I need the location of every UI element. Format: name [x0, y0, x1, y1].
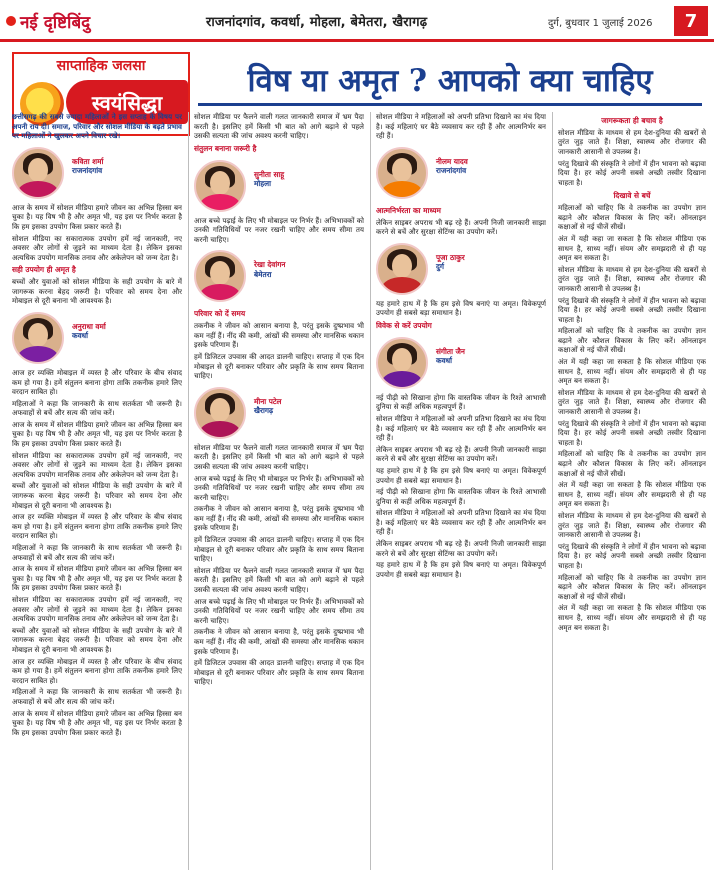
- logo-text: नई दृष्टिबिंदु: [20, 12, 91, 33]
- contributor-caption: [254, 170, 362, 189]
- article-paragraph: महिलाओं ने कहा कि जानकारी के साथ सतर्कता भी जरूरी है। अफवाहों से बचें और सत्य की जांच करें।: [12, 543, 182, 562]
- contributor-name: सुनीता साहू: [254, 169, 285, 179]
- photo-slot-8: [376, 333, 546, 393]
- newspaper-logo: [6, 8, 90, 34]
- photo-slot-1: [12, 143, 182, 203]
- page-number: 7: [674, 6, 708, 36]
- contributor-name: अनुराधा वर्मा: [72, 321, 106, 331]
- photo-slot-4: [194, 246, 364, 306]
- contributor-place: कवर्धा: [72, 331, 89, 341]
- masthead-rule: [0, 39, 714, 42]
- article-column-4: [558, 112, 706, 870]
- article-paragraph: हमें डिजिटल उपवास की आदत डालनी चाहिए। सप्ताह में एक दिन मोबाइल से दूरी बनाकर परिवार और प्रकृति के साथ समय बिताना चाहिए।: [194, 658, 364, 687]
- column-rule: [370, 112, 371, 870]
- contributor-caption: [72, 157, 180, 176]
- subheading: सही उपयोग ही अमृत है: [12, 265, 76, 275]
- article-paragraph: यह हमारे हाथ में है कि हम इसे विष बनाएं या अमृत। विवेकपूर्ण उपयोग ही सबसे बड़ा समाधान है।: [376, 560, 546, 579]
- contributor-photo: [12, 147, 64, 199]
- headline-banner: [198, 58, 702, 106]
- photo-slot-3: [194, 156, 364, 216]
- edition-cities: राजनांदगांव, कवर्धा, मोहला, बेमेतरा, खैरागढ़: [206, 15, 428, 30]
- logo-dot-icon: [6, 16, 16, 26]
- photo-slot-2: [12, 308, 182, 368]
- photo-slot-5: [194, 383, 364, 443]
- article-paragraph: सोशल मीडिया के माध्यम से हम देश-दुनिया की खबरों से तुरंत जुड़ जाते हैं। शिक्षा, स्वास्थ्य और रोजगार की जानकारी आसानी से उपलब्ध है।: [558, 264, 706, 293]
- contributor-place: मोहला: [254, 178, 271, 188]
- subheading: दिखावे से बचें: [613, 191, 651, 201]
- article-paragraph: सोशल मीडिया के माध्यम से हम देश-दुनिया की खबरों से तुरंत जुड़ जाते हैं। शिक्षा, स्वास्थ्य और रोजगार की जानकारी आसानी से उपलब्ध है।: [558, 127, 706, 156]
- article-paragraph: बच्चों और युवाओं को सोशल मीडिया के सही उपयोग के बारे में जागरूक करना बेहद जरूरी है। परिवार को समय देना और मोबाइल से दूरी बनाना भी आवश्यक है।: [12, 481, 182, 510]
- subheading: संतुलन बनाना जरूरी है: [194, 143, 257, 153]
- article-paragraph: आज बच्चे पढ़ाई के लिए भी मोबाइल पर निर्भर हैं। अभिभावकों को उनकी गतिविधियों पर नजर रखनी चाहिए और समय सीमा तय करनी चाहिए।: [194, 473, 364, 502]
- contributor-photo: [376, 243, 428, 295]
- article-column-3: [376, 112, 546, 870]
- contributor-place: बेमेतरा: [254, 269, 272, 279]
- article-paragraph: महिलाओं ने कहा कि जानकारी के साथ सतर्कता भी जरूरी है। अफवाहों से बचें और सत्य की जांच करें।: [12, 398, 182, 418]
- article-paragraph: परंतु दिखावे की संस्कृति ने लोगों में हीन भावना को बढ़ावा दिया है। हर कोई अपनी सबसे अच्छी तस्वीर दिखाना चाहता है।: [558, 295, 706, 324]
- article-paragraph: परंतु दिखावे की संस्कृति ने लोगों में हीन भावना को बढ़ावा दिया है। हर कोई अपनी सबसे अच्छी तस्वीर दिखाना चाहता है।: [558, 418, 706, 447]
- contributor-name: पूजा ठाकुर: [436, 252, 465, 262]
- feature-brand-name: स्वयंसिद्धा: [66, 80, 188, 124]
- subheading: परिवार को दें समय: [194, 309, 246, 319]
- article-column-2: [194, 112, 364, 870]
- intro-paragraph: छत्तीसगढ़ की सबसे ज्यादा महिलाओं ने इस सप्ताह के विषय पर अपनी राय दी। समाज, परिवार और सोशल मीडिया के बढ़ते प्रभाव पर महिलाओं ने खुलकर अपने विचार रखे।: [12, 112, 182, 141]
- article-paragraph: यह हमारे हाथ में है कि हम इसे विष बनाएं या अमृत। विवेकपूर्ण उपयोग ही सबसे बड़ा समाधान है।: [376, 465, 546, 485]
- article-paragraph: हमें डिजिटल उपवास की आदत डालनी चाहिए। सप्ताह में एक दिन मोबाइल से दूरी बनाकर परिवार और प्रकृति के साथ समय बिताना चाहिए।: [194, 535, 364, 564]
- article-paragraph: लेकिन साइबर अपराध भी बढ़ रहे हैं। अपनी निजी जानकारी साझा करने से बचें और सुरक्षा सेटिंग्स का उपयोग करें।: [376, 539, 546, 558]
- article-paragraph: सोशल मीडिया ने महिलाओं को अपनी प्रतिभा दिखाने का मंच दिया है। कई महिलाएं घर बैठे व्यवसाय कर रही हैं और आत्मनिर्भर बन रही हैं।: [376, 508, 546, 537]
- article-paragraph: महिलाओं को चाहिए कि वे तकनीक का उपयोग ज्ञान बढ़ाने और कौशल विकास के लिए करें। ऑनलाइन कक्षाओं से नई चीजें सीखें।: [558, 449, 706, 478]
- article-paragraph: नई पीढ़ी को सिखाना होगा कि वास्तविक जीवन के रिश्ते आभासी दुनिया से कहीं अधिक महत्वपूर्ण हैं।: [376, 487, 546, 506]
- contributor-place: दुर्ग: [436, 262, 444, 272]
- article-paragraph: आज बच्चे पढ़ाई के लिए भी मोबाइल पर निर्भर हैं। अभिभावकों को उनकी गतिविधियों पर नजर रखनी चाहिए और समय सीमा तय करनी चाहिए।: [194, 596, 364, 625]
- article-paragraph: तकनीक ने जीवन को आसान बनाया है, परंतु इसके दुष्प्रभाव भी कम नहीं हैं। नींद की कमी, आंखों की समस्या और मानसिक थकान इसके परिणाम हैं।: [194, 504, 364, 533]
- article-paragraph: महिलाओं को चाहिए कि वे तकनीक का उपयोग ज्ञान बढ़ाने और कौशल विकास के लिए करें। ऑनलाइन कक्षाओं से नई चीजें सीखें।: [558, 203, 706, 232]
- subheading: जागरूकता ही बचाव है: [601, 116, 663, 125]
- article-paragraph: तकनीक ने जीवन को आसान बनाया है, परंतु इसके दुष्प्रभाव भी कम नहीं हैं। नींद की कमी, आंखों की समस्या और मानसिक थकान इसके परिणाम हैं।: [194, 321, 364, 350]
- article-paragraph: सोशल मीडिया के माध्यम से हम देश-दुनिया की खबरों से तुरंत जुड़ जाते हैं। शिक्षा, स्वास्थ्य और रोजगार की जानकारी आसानी से उपलब्ध है।: [558, 387, 706, 417]
- masthead: [0, 0, 714, 40]
- article-paragraph: आज बच्चे पढ़ाई के लिए भी मोबाइल पर निर्भर हैं। अभिभावकों को उनकी गतिविधियों पर नजर रखनी चाहिए और समय सीमा तय करनी चाहिए।: [194, 215, 364, 244]
- photo-slot-6: [376, 143, 546, 203]
- article-paragraph: अंत में यही कहा जा सकता है कि सोशल मीडिया एक साधन है, साध्य नहीं। संयम और समझदारी से ही यह अमृत बन सकता है।: [558, 233, 706, 263]
- article-paragraph: अंत में यही कहा जा सकता है कि सोशल मीडिया एक साधन है, साध्य नहीं। संयम और समझदारी से ही यह अमृत बन सकता है।: [558, 480, 706, 509]
- article-paragraph: अंत में यही कहा जा सकता है कि सोशल मीडिया एक साधन है, साध्य नहीं। संयम और समझदारी से ही यह अमृत बन सकता है।: [558, 357, 706, 386]
- page-headline: विष या अमृत ? आपको क्या चाहिए: [247, 63, 653, 99]
- article-paragraph: आज के समय में सोशल मीडिया हमारे जीवन का अभिन्न हिस्सा बन चुका है। यह विष भी है और अमृत भी, यह इस पर निर्भर करता है कि हम इसका उपयोग किस प्रकार करते हैं।: [12, 708, 182, 737]
- article-paragraph: सोशल मीडिया पर फैलने वाली गलत जानकारी समाज में भ्रम पैदा करती है। इसलिए हमें किसी भी बात को आगे बढ़ाने से पहले उसकी सत्यता की जांच अवश्य करनी चाहिए।: [194, 442, 364, 471]
- article-paragraph: महिलाओं ने कहा कि जानकारी के साथ सतर्कता भी जरूरी है। अफवाहों से बचें और सत्य की जांच करें।: [12, 687, 182, 706]
- article-paragraph: सोशल मीडिया ने महिलाओं को अपनी प्रतिभा दिखाने का मंच दिया है। कई महिलाएं घर बैठे व्यवसाय कर रही हैं और आत्मनिर्भर बन रही हैं।: [376, 413, 546, 443]
- article-paragraph: तकनीक ने जीवन को आसान बनाया है, परंतु इसके दुष्प्रभाव भी कम नहीं हैं। नींद की कमी, आंखों की समस्या और मानसिक थकान इसके परिणाम हैं।: [194, 627, 364, 656]
- article-paragraph: सोशल मीडिया का सकारात्मक उपयोग हमें नई जानकारी, नए अवसर और लोगों से जुड़ने का माध्यम देता है। लेकिन इसका अत्यधिक उपयोग मानसिक तनाव और अकेलेपन को जन्म देता है।: [12, 233, 182, 262]
- contributor-place: खैरागढ़: [254, 406, 274, 416]
- article-paragraph: बच्चों और युवाओं को सोशल मीडिया के सही उपयोग के बारे में जागरूक करना बेहद जरूरी है। परिवार को समय देना और मोबाइल से दूरी बनाना भी आवश्यक है।: [12, 625, 182, 654]
- issue-date: दुर्ग, बुधवार 1 जुलाई 2026: [548, 18, 653, 29]
- subheading: आत्मनिर्भरता का माध्यम: [376, 205, 441, 215]
- contributor-name: संगीता जैन: [436, 346, 465, 356]
- article-paragraph: सोशल मीडिया ने महिलाओं को अपनी प्रतिभा दिखाने का मंच दिया है। कई महिलाएं घर बैठे व्यवसाय कर रही हैं और आत्मनिर्भर बन रही हैं।: [376, 112, 546, 141]
- weekly-label: साप्ताहिक जलसा: [56, 58, 146, 74]
- column-rule: [552, 112, 553, 870]
- article-paragraph: आज के समय में सोशल मीडिया हमारे जीवन का अभिन्न हिस्सा बन चुका है। यह विष भी है और अमृत भी, यह इस पर निर्भर करता है कि हम इसका उपयोग किस प्रकार करते हैं।: [12, 419, 182, 449]
- contributor-caption: [254, 260, 362, 279]
- contributor-place: राजनांदगांव: [72, 166, 103, 176]
- contributor-photo: [12, 312, 64, 364]
- contributor-caption: [72, 322, 180, 341]
- article-paragraph: आज हर व्यक्ति मोबाइल में व्यस्त है और परिवार के बीच संवाद कम हो गया है। हमें संतुलन बनाना होगा ताकि तकनीक हमारे लिए वरदान साबित हो।: [12, 512, 182, 541]
- article-paragraph: सोशल मीडिया पर फैलने वाली गलत जानकारी समाज में भ्रम पैदा करती है। इसलिए हमें किसी भी बात को आगे बढ़ाने से पहले उसकी सत्यता की जांच अवश्य करनी चाहिए।: [194, 112, 364, 141]
- article-paragraph: परंतु दिखावे की संस्कृति ने लोगों में हीन भावना को बढ़ावा दिया है। हर कोई अपनी सबसे अच्छी तस्वीर दिखाना चाहता है।: [558, 541, 706, 570]
- article-paragraph: आज हर व्यक्ति मोबाइल में व्यस्त है और परिवार के बीच संवाद कम हो गया है। हमें संतुलन बनाना होगा ताकि तकनीक हमारे लिए वरदान साबित हो।: [12, 656, 182, 685]
- contributor-place: कवर्धा: [436, 356, 453, 366]
- contributor-photo: [194, 250, 246, 302]
- article-paragraph: यह हमारे हाथ में है कि हम इसे विष बनाएं या अमृत। विवेकपूर्ण उपयोग ही सबसे बड़ा समाधान है।: [376, 298, 546, 318]
- contributor-photo: [376, 337, 428, 389]
- contributor-caption: [254, 397, 362, 416]
- contributor-place: राजनांदगांव: [436, 166, 467, 176]
- column-rule: [188, 112, 189, 870]
- article-paragraph: आज हर व्यक्ति मोबाइल में व्यस्त है और परिवार के बीच संवाद कम हो गया है। हमें संतुलन बनाना होगा ताकि तकनीक हमारे लिए वरदान साबित हो।: [12, 367, 182, 397]
- contributor-caption: [436, 347, 544, 366]
- article-paragraph: सोशल मीडिया पर फैलने वाली गलत जानकारी समाज में भ्रम पैदा करती है। इसलिए हमें किसी भी बात को आगे बढ़ाने से पहले उसकी सत्यता की जांच अवश्य करनी चाहिए।: [194, 565, 364, 595]
- contributor-name: कविता शर्मा: [72, 156, 104, 166]
- article-paragraph: आज के समय में सोशल मीडिया हमारे जीवन का अभिन्न हिस्सा बन चुका है। यह विष भी है और अमृत भी, यह इस पर निर्भर करता है कि हम इसका उपयोग किस प्रकार करते हैं।: [12, 202, 182, 231]
- article-paragraph: नई पीढ़ी को सिखाना होगा कि वास्तविक जीवन के रिश्ते आभासी दुनिया से कहीं अधिक महत्वपूर्ण हैं।: [376, 392, 546, 412]
- article-paragraph: आज के समय में सोशल मीडिया हमारे जीवन का अभिन्न हिस्सा बन चुका है। यह विष भी है और अमृत भी, यह इस पर निर्भर करता है कि हम इसका उपयोग किस प्रकार करते हैं।: [12, 564, 182, 593]
- article-paragraph: महिलाओं को चाहिए कि वे तकनीक का उपयोग ज्ञान बढ़ाने और कौशल विकास के लिए करें। ऑनलाइन कक्षाओं से नई चीजें सीखें।: [558, 572, 706, 601]
- article-column-1: [12, 112, 182, 870]
- article-paragraph: सोशल मीडिया के माध्यम से हम देश-दुनिया की खबरों से तुरंत जुड़ जाते हैं। शिक्षा, स्वास्थ्य और रोजगार की जानकारी आसानी से उपलब्ध है।: [558, 510, 706, 540]
- article-paragraph: लेकिन साइबर अपराध भी बढ़ रहे हैं। अपनी निजी जानकारी साझा करने से बचें और सुरक्षा सेटिंग्स का उपयोग करें।: [376, 444, 546, 464]
- contributor-name: मीना पटेल: [254, 396, 282, 406]
- article-paragraph: अंत में यही कहा जा सकता है कि सोशल मीडिया एक साधन है, साध्य नहीं। संयम और समझदारी से ही यह अमृत बन सकता है।: [558, 603, 706, 632]
- contributor-photo: [376, 147, 428, 199]
- contributor-caption: [436, 253, 544, 272]
- contributor-name: रेखा देवांगन: [254, 260, 286, 270]
- photo-slot-7: [376, 239, 546, 299]
- contributor-name: नीलम यादव: [436, 156, 468, 166]
- contributor-photo: [194, 387, 246, 439]
- article-paragraph: बच्चों और युवाओं को सोशल मीडिया के सही उपयोग के बारे में जागरूक करना बेहद जरूरी है। परिवार को समय देना और मोबाइल से दूरी बनाना भी आवश्यक है।: [12, 277, 182, 306]
- article-paragraph: सोशल मीडिया का सकारात्मक उपयोग हमें नई जानकारी, नए अवसर और लोगों से जुड़ने का माध्यम देता है। लेकिन इसका अत्यधिक उपयोग मानसिक तनाव और अकेलेपन को जन्म देता है।: [12, 594, 182, 624]
- article-paragraph: महिलाओं को चाहिए कि वे तकनीक का उपयोग ज्ञान बढ़ाने और कौशल विकास के लिए करें। ऑनलाइन कक्षाओं से नई चीजें सीखें।: [558, 326, 706, 355]
- article-paragraph: परंतु दिखावे की संस्कृति ने लोगों में हीन भावना को बढ़ावा दिया है। हर कोई अपनी सबसे अच्छी तस्वीर दिखाना चाहता है।: [558, 158, 706, 187]
- article-paragraph: लेकिन साइबर अपराध भी बढ़ रहे हैं। अपनी निजी जानकारी साझा करने से बचें और सुरक्षा सेटिंग्स का उपयोग करें।: [376, 217, 546, 237]
- article-paragraph: सोशल मीडिया का सकारात्मक उपयोग हमें नई जानकारी, नए अवसर और लोगों से जुड़ने का माध्यम देता है। लेकिन इसका अत्यधिक उपयोग मानसिक तनाव और अकेलेपन को जन्म देता है।: [12, 450, 182, 479]
- article-paragraph: हमें डिजिटल उपवास की आदत डालनी चाहिए। सप्ताह में एक दिन मोबाइल से दूरी बनाकर परिवार और प्रकृति के साथ समय बिताना चाहिए।: [194, 351, 364, 381]
- contributor-photo: [194, 160, 246, 212]
- contributor-caption: [436, 157, 544, 176]
- subheading: विवेक से करें उपयोग: [376, 320, 432, 330]
